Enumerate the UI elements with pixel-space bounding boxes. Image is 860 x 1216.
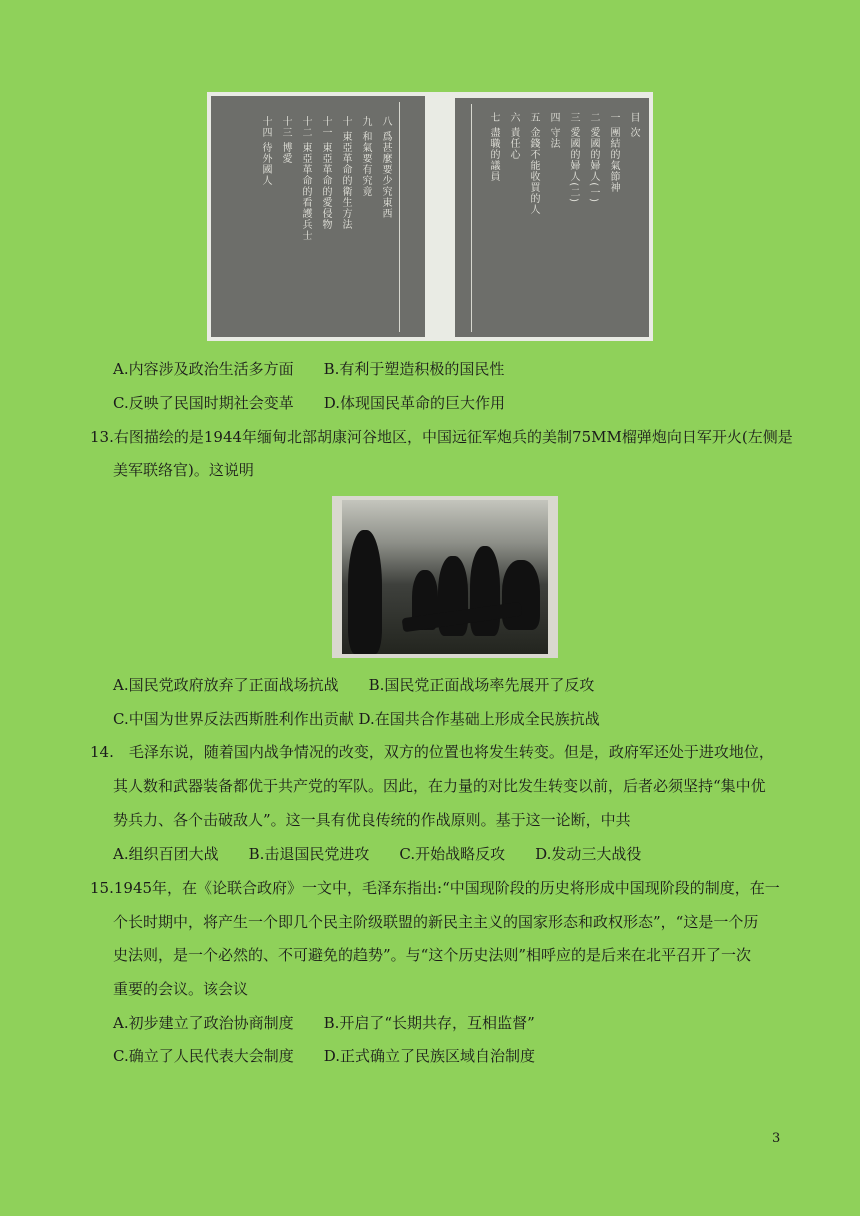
page-number: 3 [772, 1131, 781, 1146]
book-right-page [455, 98, 649, 337]
q15-options-line-2: C.确立了人民代表大会制度 D.正式确立了民族区域自治制度 [113, 1047, 535, 1065]
q14-options: A.组织百团大战 B.击退国民党进攻 C.开始战略反攻 D.发动三大战役 [113, 845, 642, 863]
q13-options-line-2: C.中国为世界反法西斯胜利作出贡献 D.在国共合作基础上形成全民族抗战 [113, 710, 600, 728]
toc-entry: 十三 博愛 [280, 116, 291, 165]
q15-stem-line-2: 个长时期中，将产生一个即几个民主阶级联盟的新民主主义的国家形态和政权形态”，“这是一个历 [113, 913, 759, 931]
toc-entry: 十 東亞革命的衛生方法 [340, 116, 351, 231]
q13-options-line-1: A.国民党政府放弃了正面战场抗战 B.国民党正面战场率先展开了反攻 [113, 676, 595, 694]
toc-heading: 目 次 [628, 112, 639, 139]
toc-entry: 九 和氣要有究竟 [360, 116, 371, 198]
toc-entry: 十一 東亞革命的愛侵物 [320, 116, 331, 231]
q14-stem-line-1: 14. 毛泽东说，随着国内战争情况的改变，双方的位置也将发生转变。但是，政府军还处于进攻地位， [90, 743, 774, 761]
q13-stem-line-1: 13.右图描绘的是1944年缅甸北部胡康河谷地区，中国远征军炮兵的美制75MM榴弹炮向日军开火(左侧是 [90, 428, 793, 446]
q15-options-line-1: A.初步建立了政治协商制度 B.开启了“长期共存，互相监督” [113, 1014, 535, 1032]
book-scan-image [207, 92, 653, 341]
q13-stem-line-2: 美军联络官)。这说明 [113, 461, 254, 479]
q12-options-line-1: A.内容涉及政治生活多方面 B.有利于塑造积极的国民性 [113, 360, 505, 378]
toc-entry: 十四 待外國人 [260, 116, 271, 187]
toc-entry: 五 金錢不能收買的人 [528, 112, 539, 216]
q12-options-line-2: C.反映了民国时期社会变革 D.体现国民革命的巨大作用 [113, 394, 505, 412]
toc-entry: 十二 東亞革命的看護兵士 [300, 116, 311, 242]
toc-entry: 二 愛國的婦人(一) [588, 112, 599, 203]
q14-stem-line-3: 势兵力、各个击破敌人”。这一具有优良传统的作战原则。基于这一论断，中共 [113, 811, 631, 829]
toc-entry: 八 爲甚麼要少究東西 [380, 116, 391, 220]
toc-entry: 七 盡職的議員 [488, 112, 499, 183]
toc-entry: 一 團結的氣節神 [608, 112, 619, 194]
q15-stem-line-1: 15.1945年，在《论联合政府》一文中，毛泽东指出:“中国现阶段的历史将形成中国现阶段的制度，在一 [90, 879, 780, 897]
q14-stem-line-2: 其人数和武器装备都优于共产党的军队。因此，在力量的对比发生转变以前，后者必须坚持“集中优 [113, 777, 766, 795]
artillery-photo [332, 496, 558, 658]
q15-stem-line-4: 重要的会议。该会议 [113, 980, 249, 998]
book-left-page [211, 96, 425, 337]
toc-entry: 六 責任心 [508, 112, 519, 161]
toc-entry: 三 愛國的婦人(二) [568, 112, 579, 203]
toc-entry: 四 守法 [548, 112, 559, 150]
q15-stem-line-3: 史法则，是一个必然的、不可避免的趋势”。与“这个历史法则”相呼应的是后来在北平召开了一次 [113, 946, 752, 964]
